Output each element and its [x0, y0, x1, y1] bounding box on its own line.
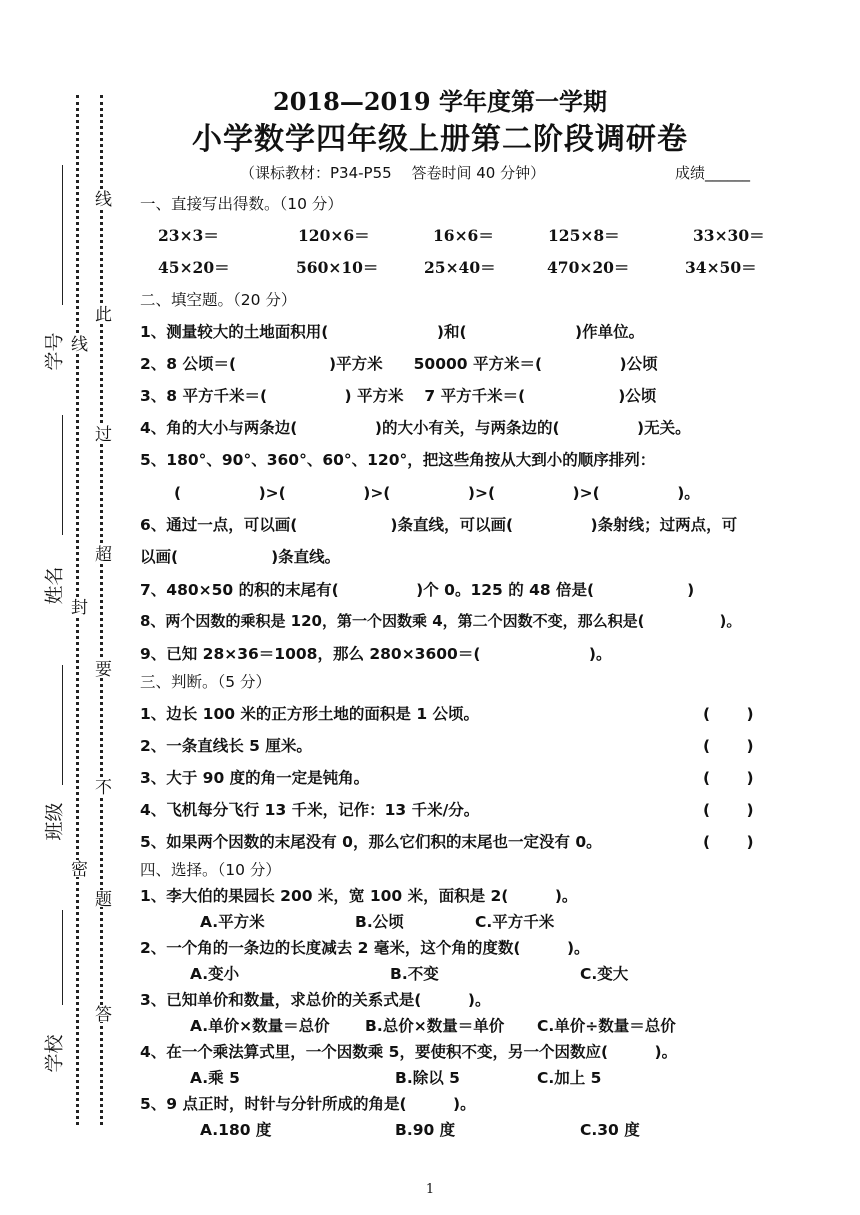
fill-question: 5、180°、90°、360°、60°、120°，把这些角按从大到小的顺序排列：: [140, 451, 656, 469]
fill-question: 4、角的大小与两条边( )的大小有关，与两条边的( )无关。: [140, 419, 691, 437]
choice-option: A.180 度: [200, 1121, 272, 1139]
choice-option: C.单价÷数量＝总价: [537, 1017, 676, 1035]
choice-option: C.加上 5: [537, 1069, 602, 1087]
answer-paren: ( ): [703, 769, 754, 787]
school-fill-line: [62, 910, 63, 1005]
choice-option: A.平方米: [200, 913, 265, 931]
class-label: 班级: [43, 802, 66, 841]
fill-question: 1、测量较大的土地面积用( )和( )作单位。: [140, 323, 645, 341]
term-title: 2018—2019 学年度第一学期: [273, 87, 607, 116]
calc-item: 34×50＝: [685, 258, 757, 277]
margin-char: 要: [91, 660, 111, 677]
name-fill-line: [62, 415, 63, 535]
margin-char: 线: [91, 190, 111, 207]
margin-char: 题: [91, 890, 111, 907]
calc-item: 470×20＝: [547, 258, 630, 277]
choice-option: A.变小: [190, 965, 240, 983]
calc-item: 45×20＝: [158, 258, 230, 277]
fill-question: 8、两个因数的乘积是 120，第一个因数乘 4，第二个因数不变，那么积是( )。: [140, 612, 742, 630]
margin-char: 答: [91, 1005, 111, 1022]
choice-option: B.公顷: [355, 913, 404, 931]
judge-item: 2、一条直线长 5 厘米。: [140, 737, 312, 755]
margin-char: 过: [91, 425, 111, 442]
exam-title: 小学数学四年级上册第二阶段调研卷: [192, 122, 688, 157]
choice-question: 4、在一个乘法算式里，一个因数乘 5，要使积不变，另一个因数应( )。: [140, 1043, 678, 1061]
judge-item: 5、如果两个因数的末尾没有 0，那么它们积的末尾也一定没有 0。: [140, 833, 602, 851]
inner-dotted-line: [100, 95, 103, 1125]
margin-char: 密: [67, 860, 87, 877]
calc-item: 120×6＝: [298, 226, 370, 245]
choice-option: B.总价×数量＝单价: [365, 1017, 505, 1035]
margin-char: 线: [67, 335, 87, 352]
section3-heading: 三、判断。（5 分）: [140, 673, 272, 691]
fill-question: 3、8 平方千米＝( ) 平方米 7 平方千米＝( )公顷: [140, 387, 657, 405]
choice-option: C.30 度: [580, 1121, 640, 1139]
section4-heading: 四、选择。（10 分）: [140, 861, 281, 879]
choice-option: B.不变: [390, 965, 439, 983]
calc-item: 16×6＝: [433, 226, 494, 245]
answer-paren: ( ): [703, 705, 754, 723]
id-fill-line: [62, 165, 63, 305]
judge-item: 3、大于 90 度的角一定是钝角。: [140, 769, 370, 787]
fill-question: 9、已知 28×36＝1008，那么 280×3600＝( )。: [140, 645, 612, 663]
margin-char: 不: [91, 778, 111, 795]
choice-option: A.单价×数量＝总价: [190, 1017, 330, 1035]
choice-option: C.平方千米: [475, 913, 555, 931]
answer-paren: ( ): [703, 737, 754, 755]
judge-item: 4、飞机每分飞行 13 千米，记作：13 千米/分。: [140, 801, 480, 819]
fill-question: 2、8 公顷＝( )平方米 50000 平方米＝( )公顷: [140, 355, 658, 373]
page-number: 1: [425, 1182, 435, 1197]
binding-margin: [0, 0, 120, 1215]
choice-option: B.除以 5: [395, 1069, 460, 1087]
choice-option: B.90 度: [395, 1121, 456, 1139]
choice-question: 3、已知单价和数量，求总价的关系式是( )。: [140, 991, 491, 1009]
choice-question: 1、李大伯的果园长 200 米，宽 100 米，面积是 2( )。: [140, 887, 578, 905]
answer-paren: ( ): [703, 801, 754, 819]
student-id-label: 学号: [43, 332, 66, 371]
answer-paren: ( ): [703, 833, 754, 851]
calc-item: 125×8＝: [548, 226, 620, 245]
calc-item: 23×3＝: [158, 226, 219, 245]
school-label: 学校: [43, 1034, 66, 1073]
calc-item: 33×30＝: [693, 226, 765, 245]
class-fill-line: [62, 665, 63, 785]
section1-heading: 一、直接写出得数。（10 分）: [140, 195, 343, 213]
choice-option: A.乘 5: [190, 1069, 240, 1087]
exam-subtitle: （课标教材：P34-P55 答卷时间 40 分钟）: [240, 164, 546, 182]
margin-char: 封: [67, 598, 87, 615]
fill-question: 7、480×50 的积的末尾有( )个 0。125 的 48 倍是( ): [140, 581, 695, 599]
judge-item: 1、边长 100 米的正方形土地的面积是 1 公顷。: [140, 705, 480, 723]
choice-question: 5、9 点正时，时针与分针所成的角是( )。: [140, 1095, 476, 1113]
fill-question: 6、通过一点，可以画( )条直线，可以画( )条射线；过两点，可: [140, 516, 738, 534]
fill-question-continuation: 以画( )条直线。: [140, 548, 341, 566]
fill-question-continuation: ( )>( )>( )>( )>( )。: [174, 484, 700, 502]
choice-question: 2、一个角的一条边的长度减去 2 毫米，这个角的度数( )。: [140, 939, 590, 957]
margin-char: 此: [91, 305, 111, 322]
choice-option: C.变大: [580, 965, 629, 983]
score-field: 成绩______: [675, 164, 751, 182]
section2-heading: 二、填空题。（20 分）: [140, 291, 297, 309]
calc-item: 25×40＝: [424, 258, 496, 277]
margin-char: 超: [91, 545, 111, 562]
calc-item: 560×10＝: [296, 258, 379, 277]
student-name-label: 姓名: [43, 566, 66, 605]
